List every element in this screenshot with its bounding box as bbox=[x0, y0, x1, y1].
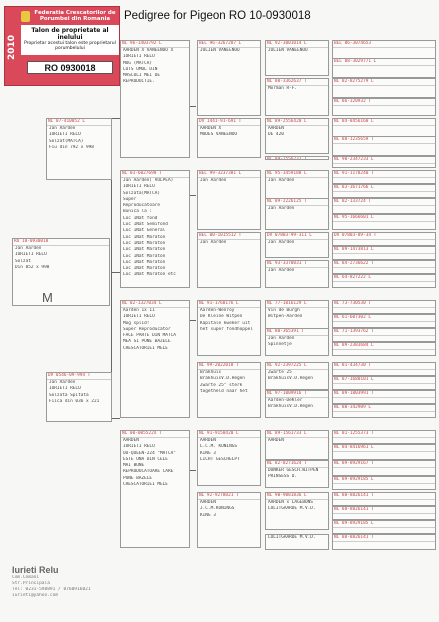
box-line: MASCULI MEI DE bbox=[123, 73, 161, 79]
pedigree-box-gen6 bbox=[332, 390, 436, 404]
pedigree-box-gen4 bbox=[197, 300, 261, 356]
box-line: MAI BUNE bbox=[123, 463, 145, 469]
box-ring: NL 89-8929185 L bbox=[333, 521, 435, 528]
pedigree-box-gen5 bbox=[265, 460, 329, 488]
box-line: PUNE BAZELE bbox=[123, 475, 153, 481]
stamp-talon-title: Talon de proprietate al inelului bbox=[31, 27, 109, 41]
box-ring: NL 89-8929185 L bbox=[333, 477, 435, 484]
box-ring: NL 88-8826141 T bbox=[333, 535, 435, 542]
box-ring: NL 80-365391 T bbox=[266, 329, 328, 336]
pedigree-box-gen5 bbox=[265, 40, 329, 76]
box-ring: NL 00-0055224 T bbox=[121, 431, 189, 438]
breeder-info bbox=[12, 565, 91, 599]
pedigree-box-gen3 bbox=[120, 430, 190, 548]
pedigree-box-gen6 bbox=[332, 444, 436, 460]
box-ring: NL 86-320932 T bbox=[333, 99, 435, 106]
box-ring: NL 89-2556237 T bbox=[266, 157, 328, 160]
box-ring: NL 91-9150420 L bbox=[198, 431, 260, 438]
box-ring: DV 0546-09-994 T bbox=[47, 373, 111, 380]
stamp-note: Proprietar acestui talon este proprietarul porumbelului bbox=[24, 41, 116, 51]
box-ring: BEL 88-3029771 L bbox=[333, 59, 435, 66]
pedigree-box-gen5 bbox=[265, 492, 329, 530]
pedigree-box-gen6 bbox=[332, 198, 436, 214]
box-line: JULIEN VANEENOO bbox=[200, 48, 240, 53]
pedigree-box-gen3 bbox=[120, 40, 190, 158]
box-line: AARDEN X VANEENOO X bbox=[123, 48, 174, 53]
box-line: AARDEN X bbox=[200, 126, 222, 131]
connector-line bbox=[190, 195, 196, 196]
box-ring: NL 77-1016129 L bbox=[266, 301, 328, 308]
box-ring: NL 83-3671766 L bbox=[333, 185, 435, 192]
pedigree-box-gen6 bbox=[332, 328, 436, 342]
pedigree-box-gen6 bbox=[332, 118, 436, 138]
box-ring: NL 88-8826141 T bbox=[333, 493, 435, 500]
box-line: Aarden-Wenroy bbox=[200, 308, 235, 313]
box-line: AARDEN bbox=[200, 438, 216, 443]
pedigree-box-gen6 bbox=[332, 170, 436, 184]
pedigree-box-sire bbox=[46, 118, 112, 180]
box-line: L.C.M. KONINGS bbox=[200, 444, 238, 450]
box-ring: NL 88-1235659 T bbox=[333, 137, 435, 144]
box-line: Jan Aarden bbox=[200, 178, 227, 183]
box-line: Jan Aarden bbox=[200, 240, 227, 245]
box-ring: NL 96-1403792 L bbox=[121, 41, 189, 48]
box-ring: NL 89-1473813 L bbox=[333, 247, 435, 254]
box-ring: RO 10-0930018 bbox=[13, 239, 109, 246]
page-title: Pedigree for Pigeon RO 10-0930018 bbox=[124, 10, 311, 22]
pedigree-box-gen6 bbox=[332, 232, 436, 246]
pedigree-box-gen5 bbox=[265, 260, 329, 288]
box-ring: BEL 99-3237381 L bbox=[198, 171, 260, 178]
pedigree-box-gen6 bbox=[332, 376, 436, 390]
connector-line bbox=[190, 320, 196, 321]
box-ring: NL 84-8416961 L bbox=[333, 445, 435, 452]
box-ring: DV 1441-91-691 T bbox=[198, 119, 260, 126]
pedigree-box-gen5 bbox=[265, 328, 329, 356]
box-line: Jan Aarden bbox=[268, 268, 295, 273]
connector-line bbox=[111, 118, 120, 119]
breeder-address: Str.Principala bbox=[12, 581, 50, 586]
pedigree-box-gen6 bbox=[332, 492, 436, 506]
box-ring: NL 99-2022018 T bbox=[198, 363, 260, 370]
box-ring: NL 91-1768176 L bbox=[198, 301, 260, 308]
box-ring: NL 82-133724 T bbox=[333, 199, 435, 206]
box-line: Fiica din 036 x 221 bbox=[49, 398, 100, 404]
box-line: CRESCATORIEI MELE bbox=[123, 345, 168, 351]
box-line: IURIETI RELU bbox=[123, 54, 155, 60]
box-line: KING 3 bbox=[200, 512, 216, 518]
pedigree-box-gen5 bbox=[265, 534, 329, 550]
box-line: Brakhuis bbox=[200, 370, 222, 375]
breeder-location: Com.Comani bbox=[12, 575, 40, 580]
pedigree-box-gen6 bbox=[332, 520, 436, 534]
pedigree-box-gen4 bbox=[197, 118, 261, 158]
box-line: LOTS UMUL DIN bbox=[123, 66, 158, 72]
pedigree-box-gen6 bbox=[332, 506, 436, 520]
box-line: Jan Aarden bbox=[49, 380, 76, 385]
box-line: Solzat(MATCA) bbox=[49, 138, 84, 144]
box-ring: NL 61-607302 L bbox=[333, 315, 435, 322]
box-line: Vin de Burgh bbox=[268, 308, 300, 313]
pedigree-box-gen6 bbox=[332, 184, 436, 198]
box-ring: NL 89-2383684 L bbox=[333, 343, 435, 350]
box-ring: NL 93-3370031 T bbox=[266, 261, 328, 268]
stamp-ring-number: RO 0930018 bbox=[27, 61, 113, 74]
box-line: Zwarte 25 bbox=[268, 370, 292, 375]
box-ring: NL 89-1803991 T bbox=[333, 391, 435, 398]
box-line: IURIETI RELU bbox=[49, 386, 81, 392]
pedigree-box-subject bbox=[12, 238, 110, 306]
pedigree-box-gen6 bbox=[332, 300, 436, 314]
box-ring: NL 80-342909 L bbox=[333, 405, 435, 412]
box-ring: BEL 86-3074653 bbox=[333, 41, 435, 48]
box-line: Loc 1Nat fond bbox=[123, 215, 158, 221]
pedigree-box-gen6 bbox=[332, 260, 436, 274]
gender-mark: M bbox=[42, 290, 53, 305]
box-ring: DV 07803-89-34 T bbox=[333, 233, 435, 240]
pedigree-box-gen6 bbox=[332, 246, 436, 260]
box-line: Bunica la : bbox=[123, 209, 153, 215]
box-line: Zwarte 25" sterk bbox=[200, 382, 243, 388]
ownership-stamp bbox=[4, 6, 120, 86]
box-line: Fiu din 792 x 998 bbox=[49, 144, 94, 150]
box-ring: BEL 96-3267287 L bbox=[198, 41, 260, 48]
box-ring: NL 81-1255373 T bbox=[333, 431, 435, 438]
pedigree-box-dam bbox=[46, 372, 112, 422]
box-line: Loc 1Nat General bbox=[123, 228, 166, 234]
box-line: Jan Aarden( VULPEA) bbox=[123, 178, 174, 183]
box-line: het super fondhoppel bbox=[200, 326, 253, 332]
box-ring: NL 92-3001014 L bbox=[266, 41, 328, 48]
box-line: Loc 1Nat Maraton bbox=[123, 253, 166, 259]
pedigree-box-gen5 bbox=[265, 430, 329, 460]
box-line: Kapitale kweker uit bbox=[200, 320, 251, 326]
pedigree-box-gen5 bbox=[265, 78, 329, 116]
box-line: Solzata(MATCA) bbox=[123, 190, 161, 196]
box-line: AARDEN x LAGEBONS bbox=[268, 500, 313, 505]
box-line: Loc 1Nat Maraton bbox=[123, 266, 166, 272]
box-ring: NL 88-8826141 T bbox=[333, 507, 435, 514]
breeder-name: Iurieti Relu bbox=[12, 565, 59, 575]
pedigree-box-gen6 bbox=[332, 476, 436, 490]
box-line: Jan Aarden bbox=[268, 336, 295, 341]
box-ring: NL 82-8275279 L bbox=[333, 79, 435, 86]
pedigree-box-gen5 bbox=[265, 390, 329, 418]
box-ring: DV 07803-99-311 L bbox=[266, 233, 328, 240]
box-ring: NL 02-1327034 L bbox=[121, 301, 189, 308]
box-line: Loc 1Nat Maraton bbox=[123, 234, 166, 240]
box-line: BrakhuisV.D.Hegen bbox=[268, 376, 313, 382]
box-line: IURIETI RELU bbox=[123, 314, 155, 320]
box-line: Aarden-DeKler bbox=[268, 398, 303, 403]
connector-line bbox=[112, 272, 120, 273]
stamp-year: 2010 bbox=[7, 34, 17, 60]
box-line: LOLITGAARDE M.V.D. bbox=[268, 506, 316, 512]
breeder-phone: Tel: 0231-598891 / 0760916021 bbox=[12, 587, 91, 592]
box-line: Jan Aarden bbox=[268, 240, 295, 245]
box-line: AARDEN bbox=[200, 500, 216, 505]
box-line: CRESCATORIEI MELE bbox=[123, 482, 168, 488]
box-line: Solzat bbox=[15, 258, 31, 264]
box-line: togetheld naar het bbox=[200, 388, 248, 394]
box-line: Witpen-Aarden bbox=[268, 314, 303, 320]
pedigree-box-gen6 bbox=[332, 274, 436, 288]
box-line: J.C.M.KONINGS bbox=[200, 506, 235, 512]
box-ring: NL 80-3362637 T bbox=[266, 79, 328, 86]
box-ring: NL 89-2556420 L bbox=[266, 119, 328, 126]
pedigree-box-gen4 bbox=[197, 170, 261, 230]
box-ring: NL 97-1009916 T bbox=[266, 391, 328, 398]
box-ring: NL 84-2736622 T bbox=[333, 261, 435, 268]
box-line: LOLITGAARDE M.V.D. bbox=[268, 535, 316, 540]
box-line: Mog splid! bbox=[123, 320, 150, 326]
box-ring: NL 81-434730 T bbox=[333, 363, 435, 370]
box-ring: NL 07-410052 L bbox=[47, 119, 111, 126]
box-line: De Kleine Witpen bbox=[200, 314, 243, 320]
box-line: ESTE UNA DIN CELE bbox=[123, 456, 168, 462]
box-line: FACE PARTE DIN MATCA bbox=[123, 333, 176, 339]
box-line: DONKER GESCH.WITPEN bbox=[268, 468, 319, 473]
box-ring: NL 73-730530 T bbox=[333, 301, 435, 308]
stamp-talon bbox=[21, 25, 119, 55]
box-line: Super Reproducator bbox=[123, 326, 171, 332]
pedigree-box-gen3 bbox=[120, 170, 190, 288]
connector-line bbox=[111, 418, 120, 419]
box-line: LICHT GESCHELPT bbox=[200, 456, 240, 462]
pedigree-box-gen6 bbox=[332, 98, 436, 116]
box-ring: NL 95-1666601 L bbox=[333, 215, 435, 222]
box-line: OU-QUEEN-224 "MATCA" bbox=[123, 450, 176, 456]
pedigree-box-gen6 bbox=[332, 40, 436, 60]
connector-line bbox=[190, 470, 196, 471]
box-ring: BEL 00-1015512 T bbox=[198, 233, 260, 240]
box-line: Super bbox=[123, 196, 137, 202]
pedigree-box-gen5 bbox=[265, 232, 329, 258]
box-line: Jan Aarden bbox=[49, 126, 76, 131]
pedigree-box-gen6 bbox=[332, 156, 436, 168]
box-line: IURIETI RELU bbox=[123, 444, 155, 450]
breeder-email: iurieti@yahoo.com bbox=[12, 593, 59, 598]
box-line: REPRODUCATOARE CARE bbox=[123, 469, 174, 475]
pedigree-box-gen4 bbox=[197, 492, 261, 548]
pedigree-box-gen6 bbox=[332, 78, 436, 98]
box-line: MOG (MATCA) bbox=[123, 60, 153, 66]
box-line: Jan Aarden bbox=[15, 246, 42, 251]
box-line: Aarden 1x 11 bbox=[123, 308, 155, 313]
box-line: REPRODUCTIE. bbox=[123, 79, 155, 85]
box-ring: NL 89-2226125 T bbox=[266, 199, 328, 206]
box-ring: NL 84-8456160 L bbox=[333, 119, 435, 126]
pedigree-box-gen6 bbox=[332, 136, 436, 156]
pedigree-box-gen5 bbox=[265, 156, 329, 160]
box-line: Loc 1Nat Maraton bbox=[123, 259, 166, 265]
pedigree-box-gen6 bbox=[332, 460, 436, 476]
box-ring: NL 90-9081836 L bbox=[266, 493, 328, 500]
pedigree-box-gen6 bbox=[332, 430, 436, 444]
box-line: Jan Aarden bbox=[268, 178, 295, 183]
pedigree-box-gen4 bbox=[197, 40, 261, 116]
box-line: Jan Aarden bbox=[268, 206, 295, 211]
pedigree-box-gen4 bbox=[197, 232, 261, 288]
box-line: Loc 1Nat Semifond bbox=[123, 222, 168, 228]
box-line: Din 052 x 998 bbox=[15, 264, 50, 270]
pedigree-box-gen6 bbox=[332, 404, 436, 418]
box-line: DE 420 bbox=[268, 132, 284, 138]
box-ring: NL 71-1393762 T bbox=[333, 329, 435, 336]
pedigree-box-gen6 bbox=[332, 342, 436, 356]
stamp-federation: Federatia Crescatorilor de Porumbei din Romania bbox=[34, 10, 116, 22]
box-ring: NL 87-1680101 L bbox=[333, 377, 435, 384]
box-line: IURIETI RELU bbox=[49, 132, 81, 138]
box-line: IURIETI RELU bbox=[15, 252, 47, 258]
box-line: Solzata Spitata bbox=[49, 392, 89, 398]
federation-logo-icon bbox=[21, 11, 30, 22]
box-line: Reproducatoare bbox=[123, 203, 161, 209]
box-line: AARDEN bbox=[268, 438, 284, 443]
box-ring: NL 64-827222 L bbox=[333, 275, 435, 282]
box-ring: NL 82-8271624 T bbox=[266, 461, 328, 468]
box-line: BrakhuisV.D.Hegen bbox=[268, 404, 313, 410]
pedigree-box-gen6 bbox=[332, 58, 436, 78]
pedigree-box-gen4 bbox=[197, 362, 261, 418]
box-line: IURIETI RELU bbox=[123, 184, 155, 190]
box-line: AARDEN bbox=[268, 126, 284, 131]
pedigree-box-gen6 bbox=[332, 362, 436, 376]
box-line: Loc 1Nat Maraton etc bbox=[123, 272, 176, 278]
box-ring: NL 03-6027698 T bbox=[121, 171, 189, 178]
box-line: MODES VANEENOO bbox=[200, 132, 238, 138]
pedigree-box-gen3 bbox=[120, 300, 190, 418]
box-line: PRINSESS D. bbox=[268, 474, 298, 480]
box-line: AARDEN bbox=[123, 438, 139, 443]
box-line: BrakhuisV.D.Hegen bbox=[200, 376, 245, 382]
box-line: Loc 1Nat Maraton bbox=[123, 247, 166, 253]
box-line: Loc 1Nat Maraton bbox=[123, 240, 166, 246]
pedigree-box-gen6 bbox=[332, 314, 436, 328]
box-ring: NL 90-2347233 L bbox=[333, 157, 435, 164]
pedigree-box-gen5 bbox=[265, 362, 329, 390]
box-line: JULIEN VANEENOO bbox=[268, 48, 308, 53]
pedigree-box-gen6 bbox=[332, 214, 436, 230]
pedigree-box-gen4 bbox=[197, 430, 261, 486]
box-line: Morman R-F. bbox=[268, 86, 298, 91]
box-ring: NL 92-9278021 T bbox=[198, 493, 260, 500]
box-ring: NL 89-8929167 T bbox=[333, 461, 435, 468]
pedigree-box-gen6 bbox=[332, 534, 436, 550]
box-ring: NL 92-2397225 L bbox=[266, 363, 328, 370]
box-ring: NL 95-3459188 L bbox=[266, 171, 328, 178]
pedigree-box-gen5 bbox=[265, 118, 329, 154]
box-line: Spinnetje bbox=[268, 342, 292, 348]
connector-line bbox=[190, 106, 196, 107]
box-ring: NL 91-1178240 T bbox=[333, 171, 435, 178]
box-line: MEA SI PUNE BAZELE bbox=[123, 339, 171, 345]
box-line: KING 3 bbox=[200, 450, 216, 456]
box-ring: NL 89-1561733 L bbox=[266, 431, 328, 438]
pedigree-box-gen5 bbox=[265, 198, 329, 230]
